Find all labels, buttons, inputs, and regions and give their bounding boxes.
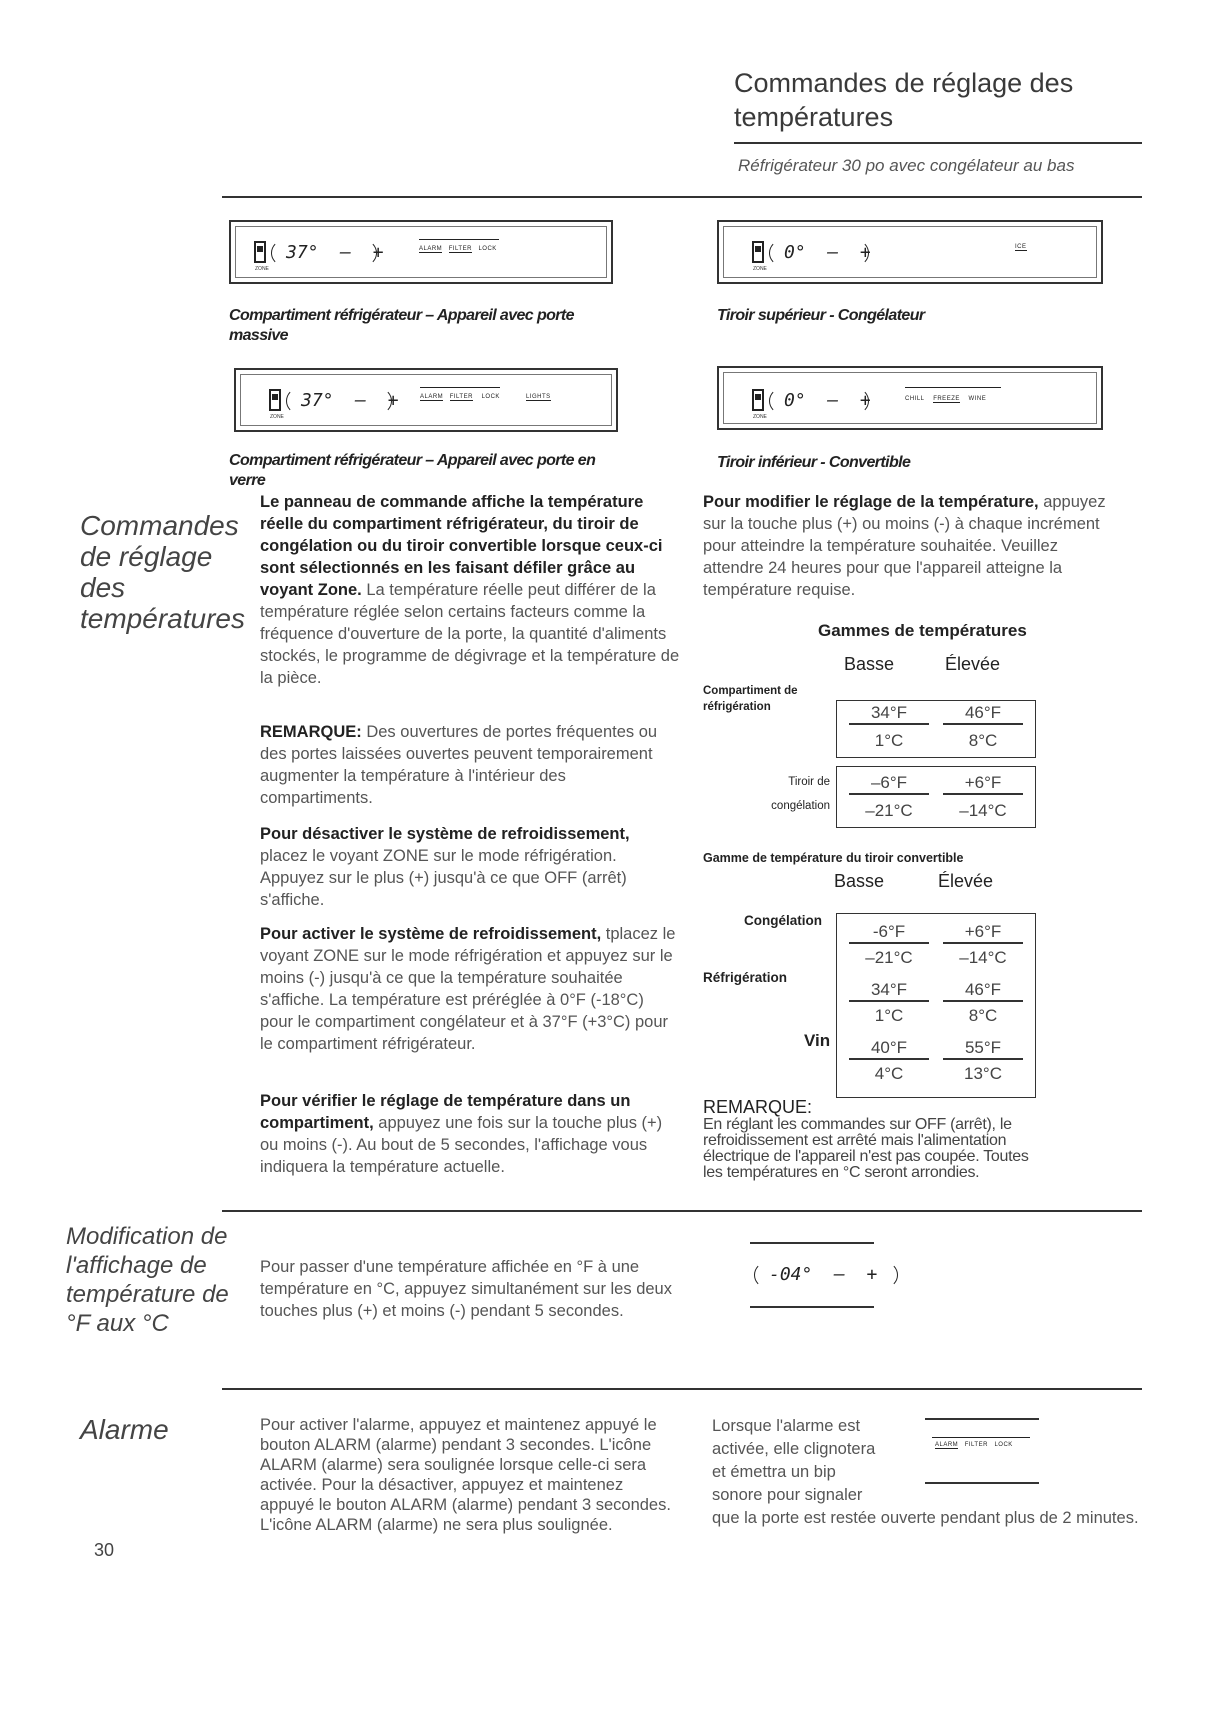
range-low-c: –21°C xyxy=(865,948,913,967)
range-high-f: +6°F xyxy=(943,773,1023,795)
col-basse: Basse xyxy=(834,871,885,891)
range-table-congelation xyxy=(836,766,1036,828)
row-label-vin: Vin xyxy=(804,1031,831,1050)
paragraph-desactiver: Pour désactiver le système de refroidissement, placez le voyant ZONE sur le mode réfrigération. Appuyez sur le plus (+) jusqu'à ce que OFF (arrêt) s'affiche. xyxy=(260,825,630,909)
zone-icon xyxy=(752,389,764,411)
button-row xyxy=(1015,244,1027,250)
section-rule-top xyxy=(222,196,1142,198)
range-high-f: 55°F xyxy=(943,1038,1023,1060)
filter-button[interactable]: FILTER xyxy=(964,1442,988,1448)
freeze-button[interactable]: FREEZE xyxy=(933,396,960,402)
ranges-heading: Gammes de températures xyxy=(818,621,1027,640)
control-panel-fresh-glass: ZONE 37° – + ALARM FILTER LOCK LIGHTS xyxy=(234,368,618,432)
alarm-panel-rule-top xyxy=(925,1418,1039,1420)
hold-indicator xyxy=(905,387,1001,388)
row-label-refrigeration: Réfrigération xyxy=(703,970,788,985)
zone-icon xyxy=(269,389,281,411)
lock-button[interactable]: LOCK xyxy=(478,246,497,252)
col-basse: Basse xyxy=(844,654,895,674)
paragraph-modifier: Pour modifier le réglage de la température, appuyez sur la touche plus (+) ou moins (-) à chaque incrément pour atteindre la température souhaitée. Veuillez attendre 24 heures pour que l'appareil atteigne la température requise. xyxy=(703,493,1106,599)
section-title-alarme: Alarme xyxy=(80,1414,169,1445)
range-low-c: 1°C xyxy=(874,1006,904,1025)
range-table-convertible xyxy=(836,913,1036,1098)
section-title-commandes: Commandes de réglage des températures xyxy=(80,510,245,634)
col-elevee: Élevée xyxy=(938,871,994,891)
range-high-f: +6°F xyxy=(943,922,1023,944)
alarm-button-row xyxy=(935,1442,1013,1448)
lights-button[interactable]: LIGHTS xyxy=(525,394,551,400)
range-high-f: 46°F xyxy=(943,703,1023,725)
section-rule-mid xyxy=(222,1210,1142,1212)
range-low-f: -6°F xyxy=(849,922,929,944)
panel-caption: Tiroir inférieur - Convertible xyxy=(717,454,911,471)
hold-indicator xyxy=(932,1437,1030,1438)
range-high-c: –14°C xyxy=(959,948,1007,967)
temperature-display: 37° – + xyxy=(286,388,392,414)
lock-button[interactable]: LOCK xyxy=(994,1442,1013,1448)
range-high-c: 8°C xyxy=(968,731,998,750)
zone-icon xyxy=(752,241,764,263)
paragraph-verifier: Pour vérifier le réglage de température dans un compartiment, appuyez une fois sur la touche plus (+) ou moins (-). Au bout de 5 secondes, l'affichage vous indiquera la température actuelle. xyxy=(260,1092,663,1176)
range-low-c: 1°C xyxy=(874,731,904,750)
range-low-f: –6°F xyxy=(849,773,929,795)
chill-button[interactable]: CHILL xyxy=(905,396,925,402)
lock-button[interactable]: LOCK xyxy=(481,394,500,400)
hold-indicator xyxy=(420,387,500,388)
paragraph-display: Le panneau de commande affiche la température réelle du compartiment réfrigérateur, du tiroir de congélation ou du tiroir convertible lorsque ceux-ci sont sélectionnés en les faisant défiler grâce au voyant Zone. La température réelle peut différer de la température réglée selon certains facteurs comme la fréquence d'ouverture de la porte, la quantité d'aliments stockés, le programme de dégivrage et la température de la pièce. xyxy=(260,493,680,687)
paragraph-remarque: REMARQUE: Des ouvertures de portes fréquentes ou des portes laissées ouvertes peuvent temporairement augmenter la température à l'intérieur des compartiments. xyxy=(260,723,658,807)
celsius-display: -04° – + xyxy=(754,1262,898,1288)
alarm-button[interactable]: ALARM xyxy=(419,246,443,252)
convertible-heading: Gamme de température du tiroir convertible xyxy=(703,851,964,865)
temperature-display: 37° – + xyxy=(271,240,377,266)
filter-button[interactable]: FILTER xyxy=(449,394,473,400)
row-label-congelation: Tiroir de congélation xyxy=(771,776,830,812)
paragraph-activer: Pour activer le système de refroidissement, tplacez le voyant ZONE sur le mode réfrigération et appuyez sur le moins (-) jusqu'à ce que la température souhaitée s'affiche. La température est préréglée à 0°F (-18°C) pour le compartiment congélateur et à 37°F (+3°C) pour le compartiment réfrigérateur. xyxy=(260,925,676,1053)
range-high-f: 46°F xyxy=(943,980,1023,1002)
range-low-f: 34°F xyxy=(849,980,929,1002)
page-title: Commandes de réglage des températures xyxy=(734,68,1074,132)
panel-caption: Compartiment réfrigérateur – Appareil avec porte en verre xyxy=(229,452,596,489)
panel-caption: Compartiment réfrigérateur – Appareil avec porte massive xyxy=(229,307,574,344)
row-label-congelation: Congélation xyxy=(744,913,822,928)
alarm-button[interactable]: ALARM xyxy=(935,1442,959,1448)
control-panel-convertible: ZONE 0° – + CHILL FREEZE WINE xyxy=(717,366,1103,430)
temperature-display: 0° – + xyxy=(769,240,869,266)
button-row xyxy=(419,246,497,252)
zone-icon xyxy=(254,241,266,263)
range-low-c: –21°C xyxy=(865,801,913,820)
title-rule xyxy=(734,142,1142,144)
range-low-f: 40°F xyxy=(849,1038,929,1060)
paragraph-conversion: Pour passer d'une température affichée en °F à une température en °C, appuyez simultanément sur les deux touches plus (+) et moins (-) pendant 5 secondes. xyxy=(260,1258,672,1320)
page-number: 30 xyxy=(94,1540,115,1560)
control-panel-freezer-top: ZONE 0° – + ICE xyxy=(717,220,1103,284)
note-body: En réglant les commandes sur OFF (arrêt), le refroidissement est arrêté mais l'alimentation électrique de l'appareil n'est pas coupée. Toutes les températures en °C seront arrondies. xyxy=(703,1116,1029,1181)
ice-button[interactable]: ICE xyxy=(1015,244,1027,250)
range-low-f: 34°F xyxy=(849,703,929,725)
display-rule-top xyxy=(750,1242,874,1244)
range-high-c: 8°C xyxy=(968,1006,998,1025)
button-row xyxy=(905,396,986,402)
note-title: REMARQUE: xyxy=(703,1097,813,1117)
col-elevee: Élevée xyxy=(945,654,1001,674)
range-high-c: –14°C xyxy=(959,801,1007,820)
display-rule-bottom xyxy=(750,1306,874,1308)
filter-button[interactable]: FILTER xyxy=(448,246,472,252)
range-table-refrigeration xyxy=(836,700,1036,758)
paragraph-alarme: Pour activer l'alarme, appuyez et maintenez appuyé le bouton ALARM (alarme) pendant 3 secondes. L'icône ALARM (alarme) sera soulignée lorsque celle-ci sera activée. Pour la désactiver, appuyez et maintenez appuyé le bouton ALARM (alarme) pendant 3 secondes. L'icône ALARM (alarme) ne sera plus soulignée. xyxy=(260,1416,671,1534)
panel-caption: Tiroir supérieur - Congélateur xyxy=(717,307,925,324)
wine-button[interactable]: WINE xyxy=(968,396,987,402)
range-low-c: 4°C xyxy=(874,1064,904,1083)
alarm-button[interactable]: ALARM xyxy=(420,394,444,400)
alarm-panel-rule-bottom xyxy=(925,1482,1039,1484)
button-row xyxy=(420,394,551,400)
page-subtitle: Réfrigérateur 30 po avec congélateur au bas xyxy=(738,156,1075,175)
alarm-note-lines: Lorsque l'alarme est activée, elle clignotera et émettra un bip sonore pour signaler xyxy=(712,1417,876,1504)
range-high-c: 13°C xyxy=(964,1064,1002,1083)
temperature-display: 0° – + xyxy=(769,388,869,414)
section-title-affichage: Modification de l'affichage de température de °F aux °C xyxy=(66,1223,229,1337)
alarm-note-tail: que la porte est restée ouverte pendant plus de 2 minutes. xyxy=(712,1509,1139,1527)
row-label-refrigeration: Compartiment de réfrigération xyxy=(703,685,798,713)
control-panel-fresh-solid: ZONE 37° – + ALARM FILTER LOCK xyxy=(229,220,613,284)
hold-indicator xyxy=(419,239,499,240)
section-rule-bottom xyxy=(222,1388,1142,1390)
